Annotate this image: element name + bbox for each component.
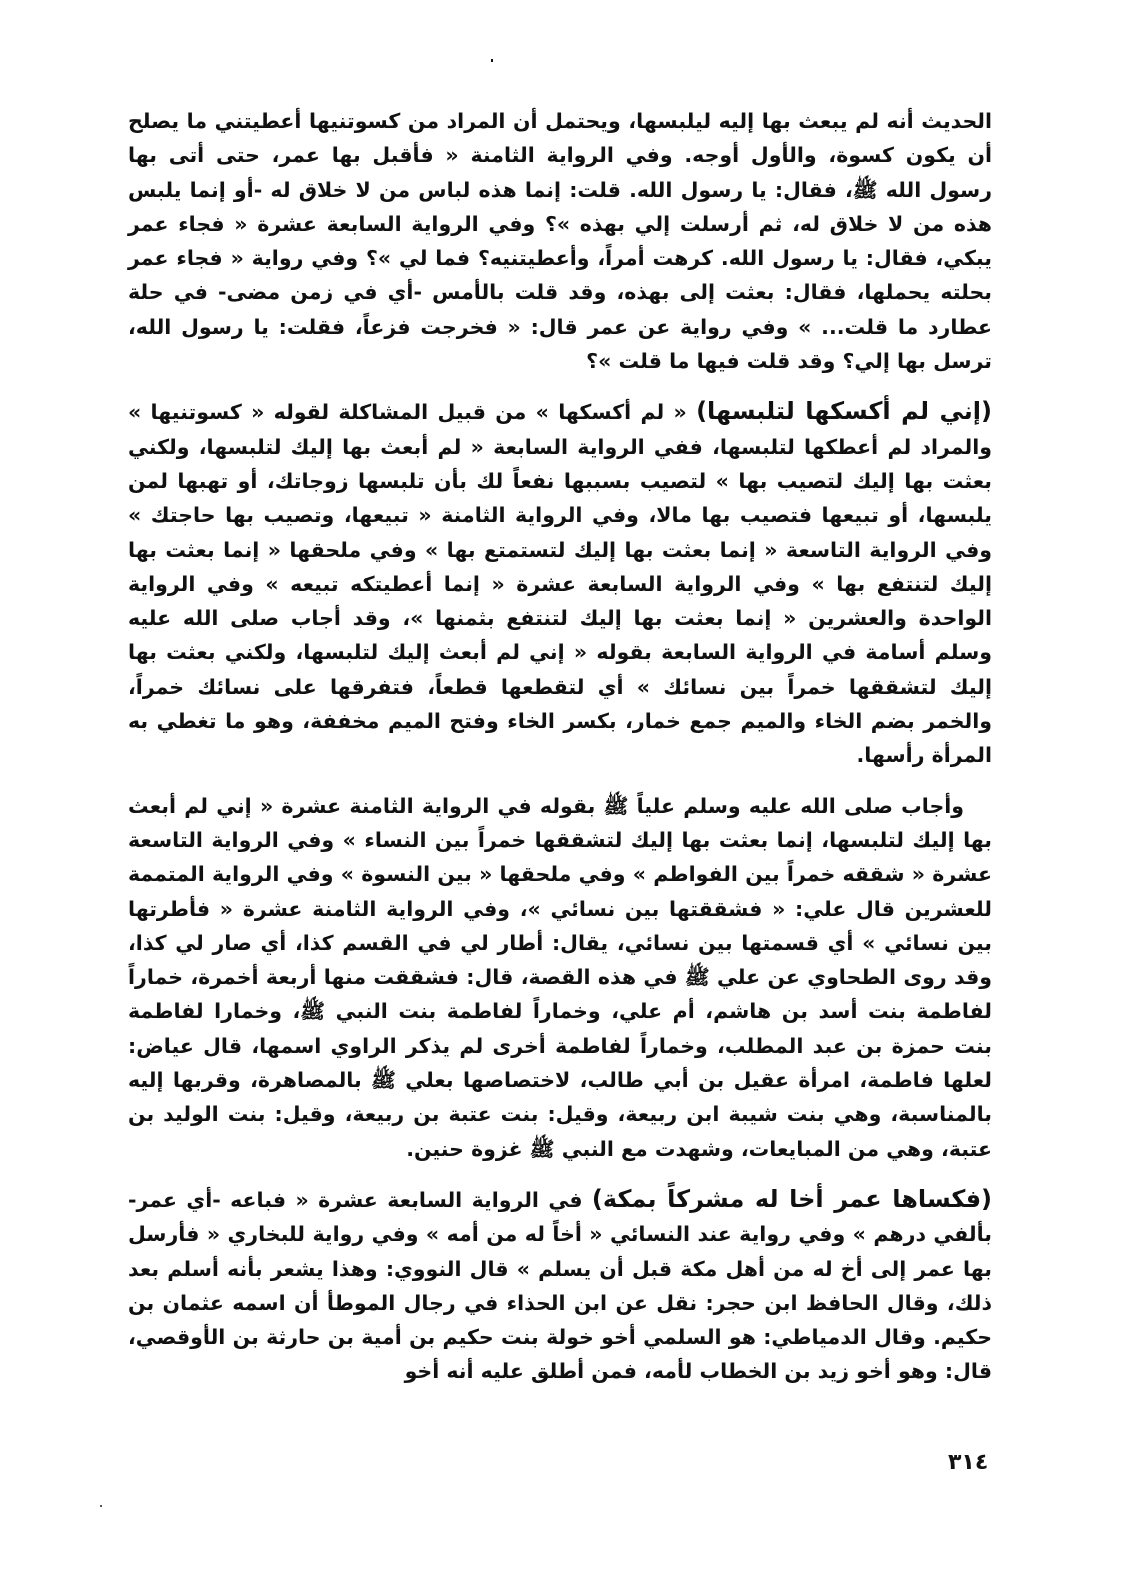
paragraph-3-text: وأجاب صلى الله عليه وسلم علياً ﷺ بقوله في الرواية الثامنة عشرة « إني لم أبعث بها إليك لتلبسها، إنما بعثت بها إليك لتشققها خمراً بين النساء » وفي الرواية التاسعة عشرة « شققه خمراً بين الفواطم » وفي ملحقها « بين النسوة » وفي الرواية المتممة للعشرين قال علي: « فشققتها بين نسائي »، وفي الرواية الثامنة عشرة « فأطرتها بين نسائي » أي قسمتها بين نسائي، يقال: أطار لي في القسم كذا، أي صار لي كذا، وقد روى الطحاوي عن علي ﷺ في هذه القصة، قال: فشققت منها أربعة أخمرة، خماراً لفاطمة بنت أسد بن هاشم، أم علي، وخماراً لفاطمة بنت النبي ﷺ، وخمارا لفاطمة بنت حمزة بن عبد المطلب، وخماراً لفاطمة أخرى لم يذكر الراوي اسمها، قال عياض: لعلها فاطمة، امرأة عقيل بن أبي طالب، لاختصاصها بعلي ﷺ بالمصاهرة، وقربها إليه بالمناسبة، وهي بنت شيبة ابن ربيعة، وقيل: بنت عتبة بن ربيعة، وقيل: بنت الوليد بن عتبة، وهي من المبايعات، وشهدت مع النبي ﷺ غزوة حنين. [128, 793, 992, 1161]
scan-mark-bottom [100, 1505, 102, 1507]
page-number: ٣١٤ [948, 1450, 989, 1475]
paragraph-2 [128, 394, 992, 772]
paragraph-4-text: في الرواية السابعة عشرة « فباعه -أي عمر- بألفي درهم » وفي رواية عند النسائي « أخاً له من أمه » وفي رواية للبخاري « فأرسل بها عمر إلى أخ له من أهل مكة قبل أن يسلم » قال النووي: وهذا يشعر بأنه أسلم بعد ذلك، وقال الحافظ ابن حجر: نقل عن ابن الحذاء في رجال الموطأ أن اسمه عثمان بن حكيم. وقال الدمياطي: هو السلمي أخو خولة بنت حكيم بن أمية بن حارثة بن الأوقصي، قال: وهو أخو زيد بن الخطاب لأمه، فمن أطلق عليه أنه أخو [128, 1187, 992, 1384]
paragraph-4 [128, 1182, 992, 1389]
paragraph-1 [128, 104, 992, 378]
section-heading-2: (فكساها عمر أخا له مشركاً بمكة) [591, 1184, 993, 1213]
paragraph-1-text: الحديث أنه لم يبعث بها إليه ليلبسها، ويحتمل أن المراد من كسوتنيها أعطيتني ما يصلح أن يكون كسوة، والأول أوجه. وفي الرواية الثامنة « فأقبل بها عمر، حتى أتى بها رسول الله ﷺ، فقال: يا رسول الله. قلت: إنما هذه لباس من لا خلاق له -أو إنما يلبس هذه من لا خلاق له، ثم أرسلت إلي بهذه »؟ وفي الرواية السابعة عشرة « فجاء عمر يبكي، فقال: يا رسول الله. كرهت أمراً، وأعطيتنيه؟ فما لي »؟ وفي رواية « فجاء عمر بحلته يحملها، فقال: بعثت إلى بهذه، وقد قلت بالأمس -أي في زمن مضى- في حلة عطارد ما قلت... » وفي رواية عن عمر قال: « فخرجت فزعاً، فقلت: يا رسول الله، ترسل بها إلي؟ وقد قلت فيها ما قلت »؟ [128, 109, 992, 374]
section-heading-1: (إني لم أكسكها لتلبسها) [696, 397, 992, 426]
paragraph-3 [128, 789, 992, 1166]
scan-mark-top [491, 59, 493, 62]
paragraph-2-text: « لم أكسكها » من قبيل المشاكلة لقوله « كسوتنيها » والمراد لم أعطكها لتلبسها، ففي الرواية السابعة « لم أبعث بها إليك لتلبسها، ولكني بعثت بها إليك لتصيب بها » لتصيب بسببها نفعاً لك بأن تلبسها زوجاتك، أو تهبها لمن يلبسها، أو تبيعها فتصيب بها مالا، وفي الرواية الثامنة « تبيعها، وتصيب بها حاجتك » وفي الرواية التاسعة « إنما بعثت بها إليك لتستمتع بها » وفي ملحقها « إنما بعثت بها إليك لتنتفع بها » وفي الرواية السابعة عشرة « إنما أعطيتكه تبيعه » وفي الرواية الواحدة والعشرين « إنما بعثت بها إليك لتنتفع بثمنها »، وقد أجاب صلى الله عليه وسلم أسامة في الرواية السابعة بقوله « إني لم أبعث إليك لتلبسها، ولكني بعثت بها إليك لتشققها خمراً بين نسائك » أي لتقطعها قطعاً، فتفرقها على نسائك خمراً، والخمر بضم الخاء والميم جمع خمار، بكسر الخاء وفتح الميم مخففة، وهو ما تغطي به المرأة رأسها. [128, 400, 992, 768]
document-page [128, 104, 992, 1389]
